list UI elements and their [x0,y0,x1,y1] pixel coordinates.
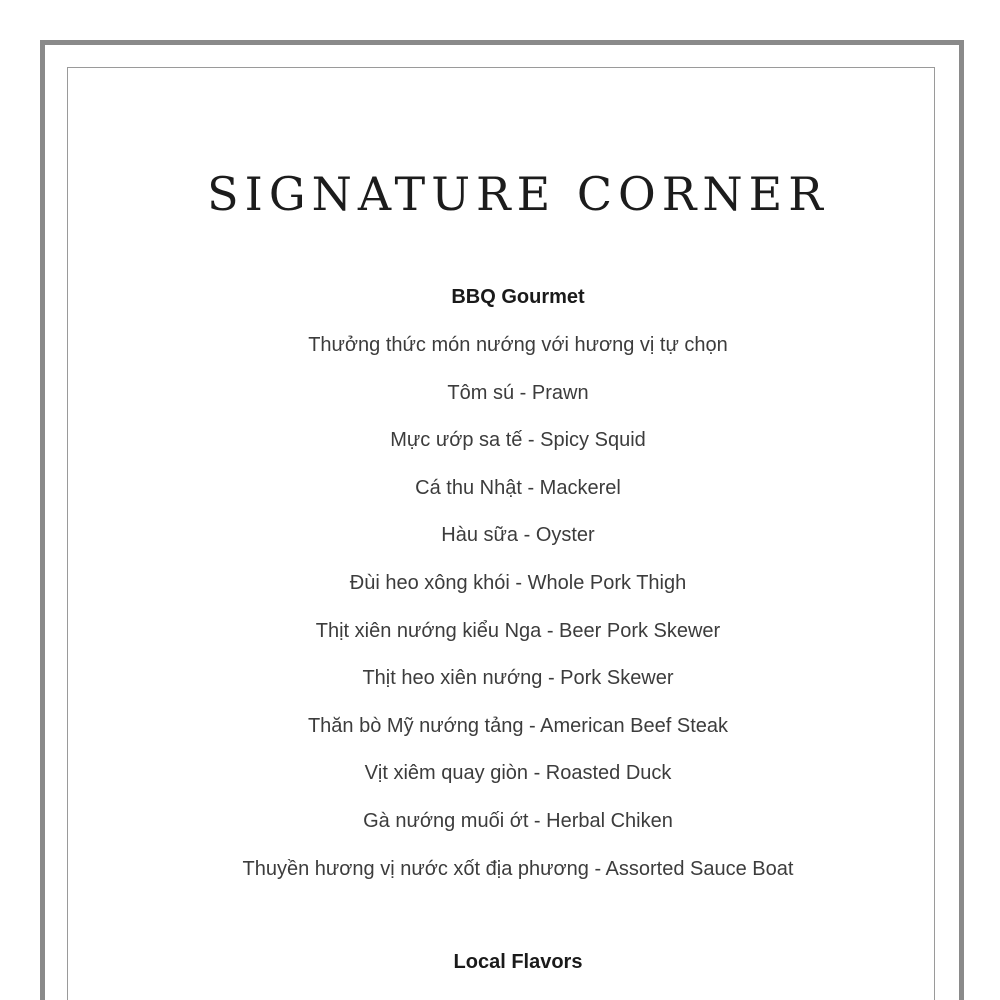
menu-item: Thuyền hương vị nước xốt địa phương - Assorted Sauce Boat [242,857,794,880]
menu-item: Gà nướng muối ớt - Herbal Chiken [363,809,673,832]
section-heading-local-flavors: Local Flavors [453,951,583,973]
menu-item: Tôm sú - Prawn [447,381,589,404]
menu-item: Thịt xiên nướng kiểu Nga - Beer Pork Skewer [315,619,721,642]
menu-item: Thăn bò Mỹ nướng tảng - American Beef Steak [307,714,729,737]
bbq-gourmet-item-list [0,331,1000,902]
menu-item: Cá thu Nhật - Mackerel [415,476,621,499]
menu-item: Mực ướp sa tế - Spicy Squid [390,429,646,452]
menu-item: Thưởng thức món nướng với hương vị tự chọn [308,334,728,356]
menu-item: Hàu sữa - Oyster [441,524,595,547]
menu-title: SIGNATURE CORNER [207,167,829,221]
menu-item: Thịt heo xiên nướng - Pork Skewer [362,667,674,690]
menu-item: Vịt xiêm quay giòn - Roasted Duck [364,762,672,785]
section-heading-bbq-gourmet: BBQ Gourmet [451,286,585,308]
menu-item: Đùi heo xông khói - Whole Pork Thigh [349,571,687,594]
